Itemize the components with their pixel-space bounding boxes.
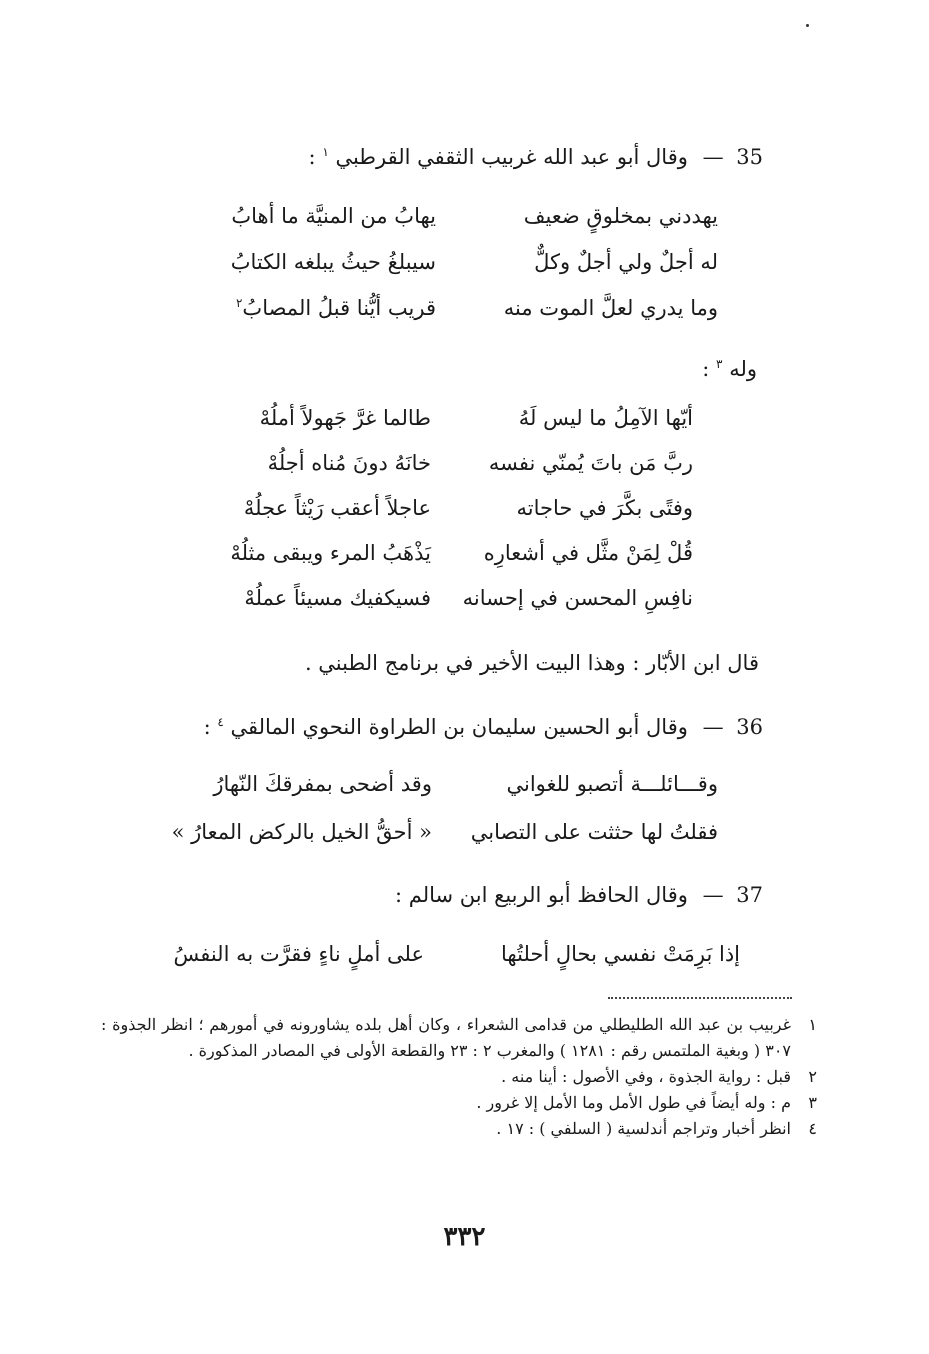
footnote-item [101, 1064, 817, 1090]
verse-second-hemistich: عاجلاً أعقب رَيْثاً عجلُهْ [243, 496, 431, 520]
verse-second-hemistich: على أملٍ ناءٍ فقرَّت به النفسُ [173, 942, 424, 966]
verse-second-hemistich: وقد أضحى بمفرقكَ النّهارُ [213, 772, 432, 796]
verse-line [140, 196, 718, 242]
verse-first-hemistich: له أجلٌ ولي أجلٌ وكلٌّ [534, 250, 718, 274]
footnote-number: ١ [808, 1015, 817, 1034]
verse-second-hemistich: فسيكفيك مسيئاً عملُهْ [244, 586, 431, 610]
intro-colon: : [702, 357, 710, 381]
footnote-separator [608, 997, 792, 999]
verse-line [200, 398, 693, 443]
verse-second-hemistich: يهابُ من المنيَّة ما أهابُ [231, 204, 436, 228]
footnote-number: ٣ [808, 1093, 817, 1112]
footnote-item [101, 1090, 817, 1116]
verse-line [150, 812, 718, 860]
verse-first-hemistich: نافِسِ المحسن في إحسانه [462, 586, 693, 610]
page-number: ٣٣٢ [443, 1222, 486, 1252]
entry-36-verses [150, 764, 718, 860]
editor-remark: قال ابن الأبّار : وهذا البيت الأخير في برنامج الطبني . [304, 651, 759, 675]
verse-second-hemistich: سيبلغُ حيثُ يبلغه الكتابُ [230, 250, 436, 274]
entry-heading-text: وقال أبو الحسين سليمان بن الطراوة النحوي المالقي [230, 715, 688, 739]
entry-37-verses [140, 934, 740, 982]
verse-first-hemistich: وفتًى بكَّرَ في حاجاته [516, 496, 693, 520]
footnote-number: ٢ [808, 1067, 817, 1086]
footnote-ref: ٤ [217, 715, 224, 729]
entry-dash: — [702, 145, 724, 169]
verse-first-hemistich: وما يدري لعلَّ الموت منه [503, 296, 718, 320]
page-speck [806, 24, 809, 27]
entry-number: 37 [736, 883, 763, 907]
entry-dash: — [702, 883, 724, 907]
verse-line [200, 443, 693, 488]
footnote-text: م : وله أيضاً في طول الأمل وما الأمل إلا غرور . [476, 1093, 791, 1112]
poem-intro [702, 352, 757, 386]
footnote-ref: ١ [322, 145, 329, 159]
verse-line [140, 242, 718, 288]
heading-colon: : [395, 883, 403, 907]
verse-first-hemistich: أيّها الآمِلُ ما ليس لَهُ [518, 406, 693, 430]
verse-second-hemistich: يَذْهَبُ المرء ويبقى مثلُهْ [230, 541, 431, 565]
footnote-text: انظر أخبار وتراجم أندلسية ( السلفي ) : ١٧ . [496, 1119, 791, 1138]
verse-first-hemistich: قُلْ لِمَنْ مثَّل في أشعارِه [483, 541, 693, 565]
verse-line [150, 764, 718, 812]
verse-line [140, 934, 740, 982]
entry-36-heading [204, 710, 763, 744]
verse-first-hemistich: يهددني بمخلوقٍ ضعيف [523, 204, 718, 228]
verse-first-hemistich: فقلتُ لها حثثت على التصابي [470, 820, 718, 844]
entry-number: 36 [736, 715, 763, 739]
footnote-text: قبل : رواية الجذوة ، وفي الأصول : أينا منه . [501, 1067, 791, 1086]
intro-text: وله [729, 357, 757, 381]
footnote-ref: ٢ [235, 296, 243, 310]
footnotes [101, 1012, 817, 1142]
verse-second-hemistich: « أحقُّ الخيل بالركض المعارُ » [171, 820, 432, 844]
entry-dash: — [702, 715, 724, 739]
entry-heading-text: وقال الحافظ أبو الربيع ابن سالم [408, 883, 688, 907]
verse-second-hemistich: قريب أيُّنا قبلُ المصابُ$^٢$ [235, 296, 436, 320]
verse-second-hemistich: طالما غرَّ جَهولاً أملُهْ [259, 406, 431, 430]
footnote-ref: ٣ [716, 357, 723, 371]
poem-2-verses [200, 398, 693, 623]
entry-35-verses [140, 196, 718, 334]
heading-colon: : [203, 715, 211, 739]
verse-line [200, 533, 693, 578]
footnote-number: ٤ [808, 1119, 817, 1138]
verse-line [140, 288, 718, 334]
verse-first-hemistich: وقـــائلـــة أتصبو للغواني [506, 772, 718, 796]
verse-second-hemistich: خانَهُ دونَ مُناه أجلُهْ [267, 451, 431, 475]
entry-number: 35 [736, 145, 763, 169]
heading-colon: : [308, 145, 316, 169]
footnote-text: غربيب بن عبد الله الطليطلي من قدامى الشعراء ، وكان أهل بلده يشاورونه في أمورهم ؛ انظر الجذوة : ٣٠٧ ( وبغية الملتمس رقم : ١٢٨١ ) والمغرب ٢ : ٢٣ والقطعة الأولى في المصادر المذكورة . [101, 1015, 791, 1060]
entry-35-heading [309, 140, 763, 174]
verse-first-hemistich: إذا بَرِمَتْ نفسي بحالٍ أحلتُها [501, 942, 740, 966]
verse-line [200, 578, 693, 623]
entry-heading-text: وقال أبو عبد الله غربيب الثقفي القرطبي [335, 145, 688, 169]
footnote-item [101, 1116, 817, 1142]
entry-37-heading [395, 878, 763, 912]
footnote-item [101, 1012, 817, 1064]
verse-first-hemistich: ربَّ مَن باتَ يُمنّي نفسه [488, 451, 693, 475]
verse-line [200, 488, 693, 533]
